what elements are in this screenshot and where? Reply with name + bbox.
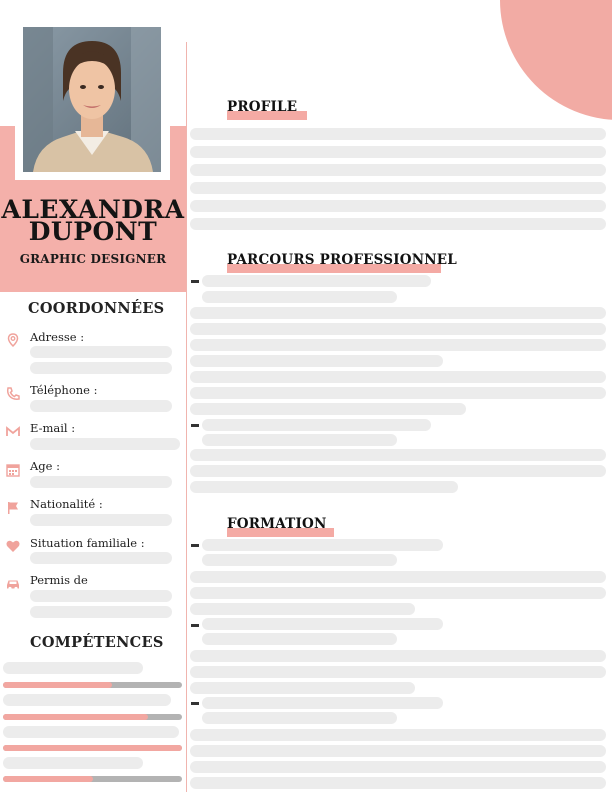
- placeholder-line: [30, 590, 172, 602]
- skill-level-fill: [3, 682, 112, 688]
- entry-marker: [191, 702, 199, 705]
- placeholder-line: [190, 387, 606, 399]
- entry-marker: [191, 624, 199, 627]
- competences-heading: COMPÉTENCES: [30, 634, 164, 651]
- skill-level-bar: [3, 714, 182, 720]
- placeholder-line: [202, 618, 443, 630]
- placeholder-line: [202, 291, 397, 303]
- placeholder-line: [190, 650, 606, 662]
- column-divider: [186, 42, 187, 792]
- placeholder-line: [190, 339, 606, 351]
- placeholder-line: [30, 362, 172, 374]
- calendar-icon: [5, 462, 21, 478]
- family-status-label: Situation familiale :: [30, 536, 145, 550]
- placeholder-line: [190, 761, 606, 773]
- age-label: Age :: [30, 459, 61, 473]
- experience-heading: [227, 249, 457, 268]
- profile-heading: [227, 96, 297, 115]
- nationality-label: Nationalité :: [30, 497, 103, 511]
- first-name: ALEXANDRA: [1, 195, 185, 224]
- entry-marker: [191, 424, 199, 427]
- profile-photo: [23, 27, 161, 172]
- placeholder-line: [190, 682, 415, 694]
- placeholder-line: [190, 371, 606, 383]
- placeholder-line: [202, 554, 397, 566]
- placeholder-line: [202, 275, 431, 287]
- placeholder-line: [190, 745, 606, 757]
- address-label: Adresse :: [30, 330, 85, 344]
- entry-marker: [191, 544, 199, 547]
- profile-photo-frame: [15, 20, 170, 180]
- skill-level-bar: [3, 776, 182, 782]
- placeholder-line: [202, 539, 443, 551]
- placeholder-line: [202, 633, 397, 645]
- license-label: Permis de: [30, 573, 88, 587]
- placeholder-line: [190, 182, 606, 194]
- placeholder-line: [202, 697, 443, 709]
- placeholder-line: [190, 218, 606, 230]
- skill-name-placeholder: [3, 662, 143, 674]
- placeholder-line: [202, 419, 431, 431]
- placeholder-line: [190, 323, 606, 335]
- experience-heading-text: PARCOURS PROFESSIONNEL: [227, 252, 457, 268]
- email-label: E-mail :: [30, 421, 76, 435]
- skill-level-bar: [3, 745, 182, 751]
- placeholder-line: [190, 403, 466, 415]
- placeholder-line: [30, 400, 172, 412]
- left-sidebar: [0, 0, 186, 792]
- heart-icon: [5, 538, 21, 554]
- last-name: DUPONT: [28, 217, 158, 246]
- placeholder-line: [202, 712, 397, 724]
- location-icon: [5, 332, 21, 348]
- placeholder-line: [190, 164, 606, 176]
- skill-level-fill: [3, 714, 148, 720]
- placeholder-line: [190, 307, 606, 319]
- placeholder-line: [190, 449, 606, 461]
- skill-level-fill: [3, 745, 182, 751]
- placeholder-line: [190, 777, 606, 789]
- placeholder-line: [30, 346, 172, 358]
- placeholder-line: [190, 666, 606, 678]
- placeholder-line: [30, 606, 172, 618]
- placeholder-line: [30, 552, 172, 564]
- skill-name-placeholder: [3, 694, 171, 706]
- skill-level-bar: [3, 682, 182, 688]
- email-icon: [5, 424, 21, 440]
- car-icon: [5, 576, 21, 592]
- skill-level-fill: [3, 776, 93, 782]
- placeholder-line: [190, 603, 415, 615]
- placeholder-line: [30, 514, 172, 526]
- placeholder-line: [190, 146, 606, 158]
- placeholder-line: [30, 438, 180, 450]
- placeholder-line: [30, 476, 172, 488]
- placeholder-line: [190, 571, 606, 583]
- coordonnees-heading: COORDONNÉES: [28, 300, 165, 317]
- placeholder-line: [190, 355, 443, 367]
- decorative-circle: [500, 0, 612, 120]
- placeholder-line: [190, 587, 606, 599]
- entry-marker: [191, 280, 199, 283]
- placeholder-line: [190, 465, 606, 477]
- skill-name-placeholder: [3, 757, 143, 769]
- placeholder-line: [190, 200, 606, 212]
- placeholder-line: [202, 434, 397, 446]
- phone-label: Téléphone :: [30, 383, 98, 397]
- skill-name-placeholder: [3, 726, 179, 738]
- placeholder-line: [190, 481, 458, 493]
- placeholder-line: [190, 128, 606, 140]
- phone-icon: [5, 386, 21, 402]
- education-heading: [227, 513, 327, 532]
- education-heading-text: FORMATION: [227, 516, 327, 532]
- profile-heading-text: PROFILE: [227, 99, 298, 115]
- flag-icon: [5, 500, 21, 516]
- placeholder-line: [190, 729, 606, 741]
- job-title: GRAPHIC DESIGNER: [19, 252, 167, 266]
